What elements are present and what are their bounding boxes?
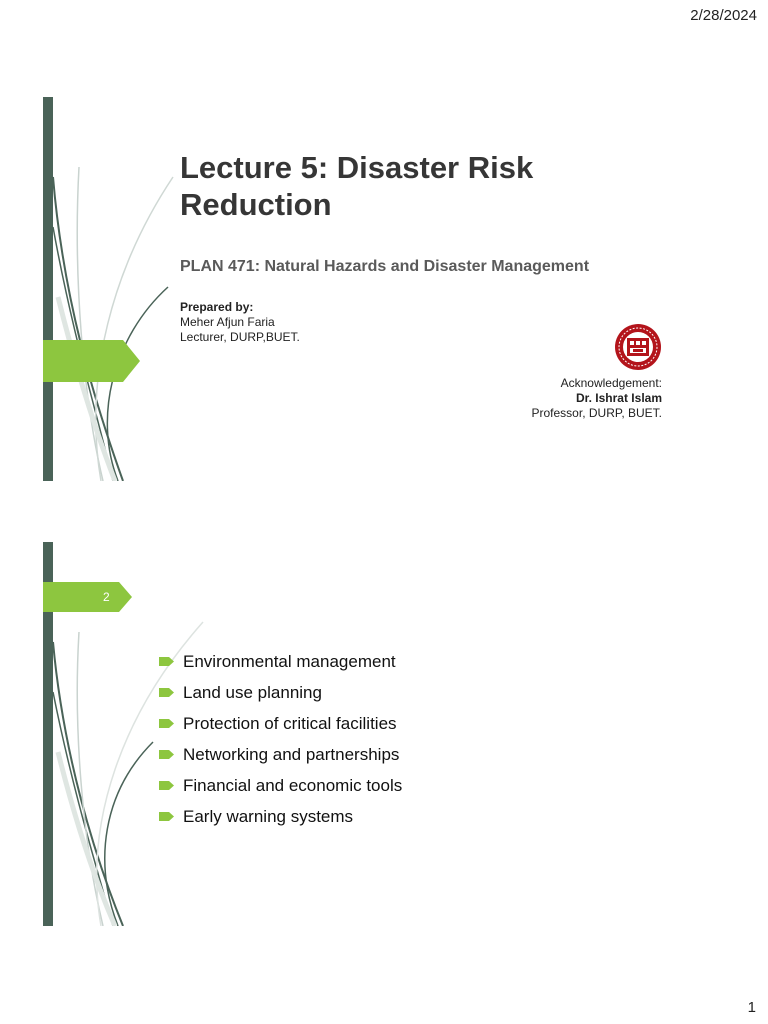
acknowledgement-block — [532, 376, 663, 421]
arrow-bullet-icon — [159, 719, 174, 728]
list-item-label: Financial and economic tools — [183, 776, 403, 795]
list-item-label: Early warning systems — [183, 807, 354, 826]
acknowledgement-label: Acknowledgement: — [560, 376, 662, 390]
prepared-by-block — [180, 300, 300, 345]
arrow-bullet-icon — [159, 781, 174, 790]
bullet-list — [159, 650, 402, 836]
arrow-bullet-icon — [159, 812, 174, 821]
list-item — [159, 743, 402, 774]
arrow-bullet-icon — [159, 750, 174, 759]
prepared-by-label: Prepared by: — [180, 300, 254, 314]
arrow-bullet-icon — [159, 657, 174, 666]
page-date: 2/28/2024 — [690, 7, 757, 24]
acknowledgement-role: Professor, DURP, BUET. — [531, 406, 662, 420]
acknowledgement-name: Dr. Ishrat Islam — [575, 391, 662, 405]
prepared-by-name: Meher Afjun Faria — [180, 315, 275, 329]
arrow-bullet-icon — [159, 688, 174, 697]
slide-2 — [43, 542, 683, 926]
list-item-label: Protection of critical facilities — [183, 714, 397, 733]
list-item-label: Environmental management — [183, 652, 396, 671]
university-seal-icon — [614, 323, 662, 371]
list-item — [159, 712, 402, 743]
slide-1 — [43, 97, 683, 481]
list-item — [159, 650, 402, 681]
list-item-label: Land use planning — [183, 683, 322, 702]
slide-title: Lecture 5: Disaster Risk Reduction — [180, 150, 534, 222]
slide-subtitle: PLAN 471: Natural Hazards and Disaster Management — [180, 258, 590, 275]
list-item-label: Networking and partnerships — [183, 745, 400, 764]
slide-number: 2 — [103, 590, 110, 604]
list-item — [159, 681, 402, 712]
list-item — [159, 805, 402, 836]
page-number: 1 — [747, 999, 756, 1016]
list-item — [159, 774, 402, 805]
prepared-by-role: Lecturer, DURP,BUET. — [180, 330, 300, 344]
